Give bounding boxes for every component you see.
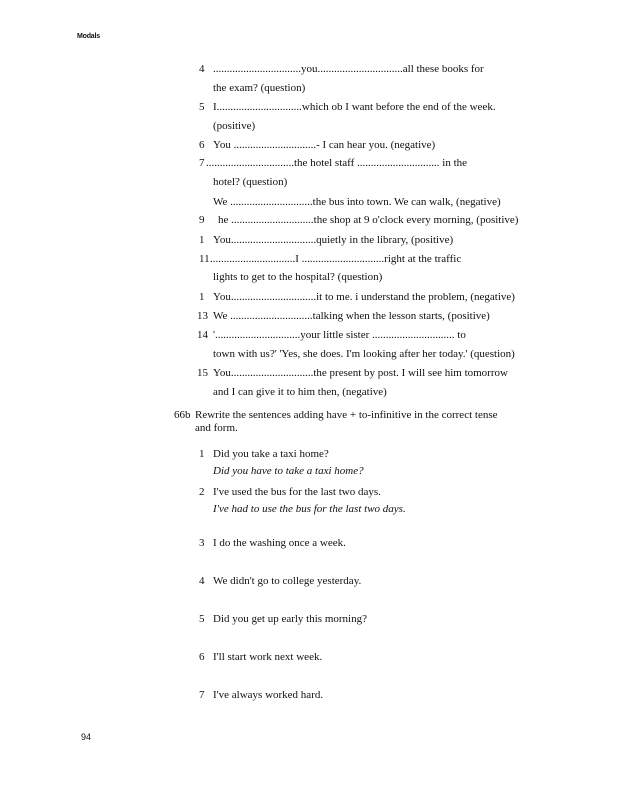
exercise-line: We ..............................the bus into town. We can walk, (negative) xyxy=(213,196,501,208)
sentence: I've used the bus for the last two days. xyxy=(213,486,381,498)
page-number: 94 xyxy=(81,732,92,742)
item-number: 7 xyxy=(199,689,205,701)
sentence: I'll start work next week. xyxy=(213,651,323,663)
sentence: We didn't go to college yesterday. xyxy=(213,575,362,587)
exercise-line: ................................you...............................all these books for xyxy=(213,63,484,75)
sentence: Did you get up early this morning? xyxy=(213,613,367,625)
exercise-line: I...............................which ob I want before the end of the week. xyxy=(213,101,496,113)
item-number: 15 xyxy=(197,367,208,379)
item-number: 9 xyxy=(199,214,205,226)
item-number: 4 xyxy=(199,575,205,587)
sentence: I've always worked hard. xyxy=(213,689,324,701)
exercise-instruction: and form. xyxy=(195,422,238,434)
item-number: 6 xyxy=(199,139,205,151)
item-number: 1 xyxy=(199,291,205,303)
item-number: 14 xyxy=(197,329,208,341)
exercise-label: 66b xyxy=(174,409,191,421)
item-number: 13 xyxy=(197,310,208,322)
item-number: 5 xyxy=(199,613,205,625)
exercise-line: he ..............................the shop at 9 o'clock every morning, (positive) xyxy=(218,214,519,226)
running-header: Modals xyxy=(77,33,100,40)
exercise-line: ................................the hotel staff .............................. in the xyxy=(206,157,468,169)
exercise-line: (positive) xyxy=(213,120,256,132)
exercise-line: and I can give it to him then, (negative) xyxy=(213,386,387,398)
item-number: 2 xyxy=(199,486,205,498)
item-number: 1 xyxy=(199,448,205,460)
sentence: Did you take a taxi home? xyxy=(213,448,329,460)
item-number: 3 xyxy=(199,537,205,549)
exercise-instruction: Rewrite the sentences adding have + to-infinitive in the correct tense xyxy=(195,409,498,421)
exercise-line: ...............................I ..............................right at the traffic xyxy=(210,253,462,265)
exercise-line: You ..............................- I can hear you. (negative) xyxy=(213,139,436,151)
item-number: 6 xyxy=(199,651,205,663)
exercise-line: '...............................your little sister .............................. to xyxy=(213,329,466,341)
item-number: 4 xyxy=(199,63,205,75)
item-number: 5 xyxy=(199,101,205,113)
exercise-line: town with us?' 'Yes, she does. I'm looking after her today.' (question) xyxy=(213,348,515,360)
exercise-line: hotel? (question) xyxy=(213,176,288,188)
example-answer: Did you have to take a taxi home? xyxy=(213,465,364,477)
exercise-line: lights to get to the hospital? (question) xyxy=(213,271,383,283)
exercise-line: You...............................quietly in the library, (positive) xyxy=(213,234,454,246)
exercise-line: You..............................the present by post. I will see him tomorrow xyxy=(213,367,508,379)
item-number: 7 xyxy=(199,157,205,169)
sentence: I do the washing once a week. xyxy=(213,537,346,549)
exercise-line: the exam? (question) xyxy=(213,82,306,94)
item-number: 1 xyxy=(199,234,205,246)
item-number: 11 xyxy=(199,253,210,265)
exercise-line: We ..............................talking when the lesson starts, (positive) xyxy=(213,310,490,322)
exercise-line: You...............................it to me. i understand the problem, (negative) xyxy=(213,291,515,303)
example-answer: I've had to use the bus for the last two days. xyxy=(213,503,406,515)
